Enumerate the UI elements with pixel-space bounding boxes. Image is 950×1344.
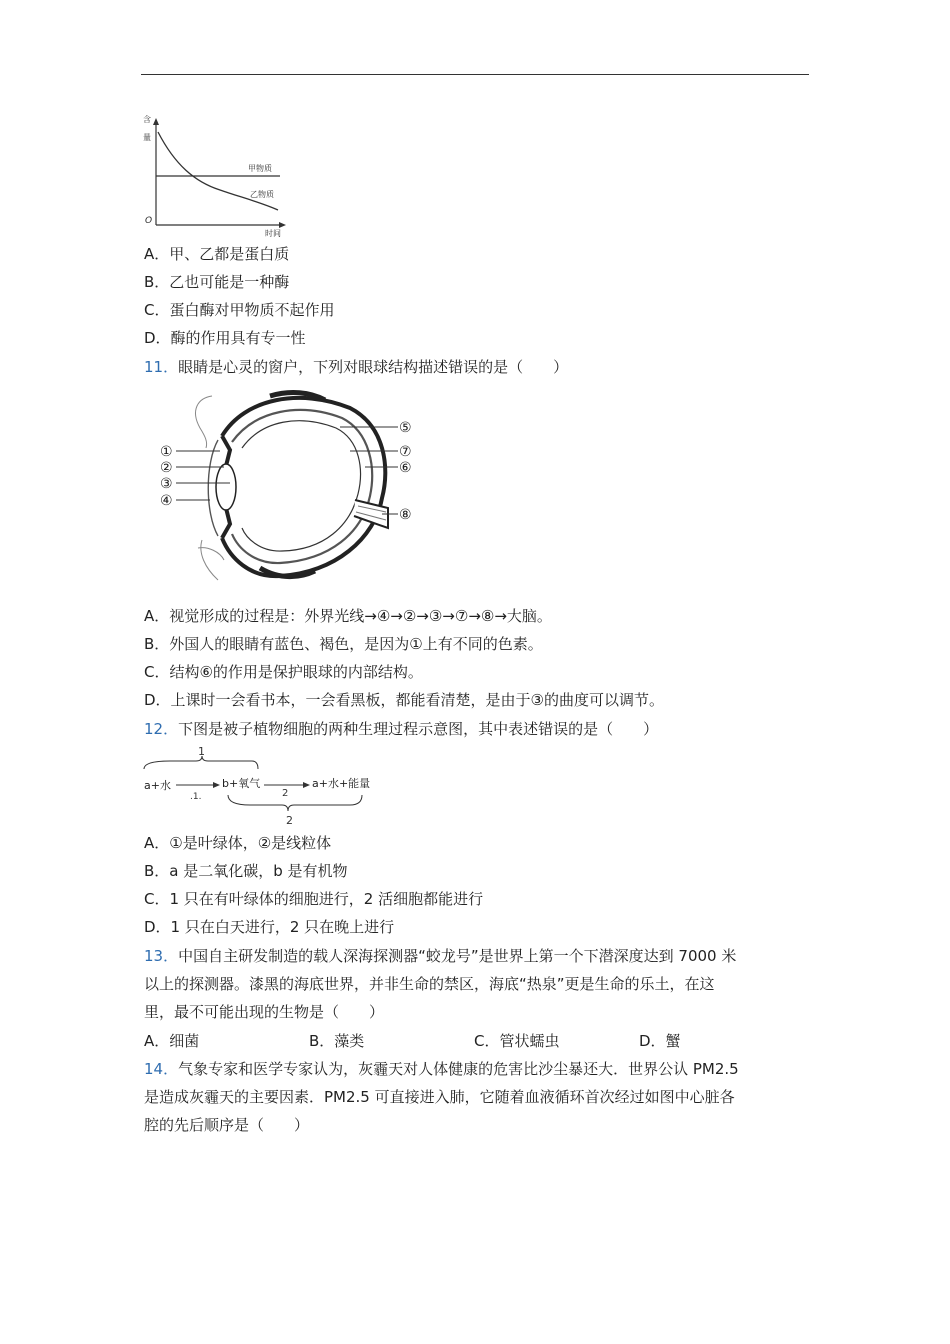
q10-option-c: C．蛋白酶对甲物质不起作用 bbox=[144, 301, 335, 319]
q14-stem-1: 气象专家和医学专家认为，灰霾天对人体健康的危害比沙尘暴还大．世界公认 PM2.5 bbox=[178, 1060, 739, 1078]
q12-option-c: C．1 只在有叶绿体的细胞进行，2 活细胞都能进行 bbox=[144, 890, 484, 908]
eye-label-4: ④ bbox=[160, 493, 173, 509]
q13-option-d: D．蟹 bbox=[639, 1032, 681, 1050]
q12-option-d: D．1 只在白天进行，2 只在晚上进行 bbox=[144, 918, 395, 936]
q13-stem-line-3: 里，最不可能出现的生物是（ ） bbox=[144, 1003, 385, 1021]
brace-top-label: 1 bbox=[198, 745, 205, 758]
header-rule bbox=[141, 74, 809, 75]
q13-number: 13． bbox=[144, 947, 179, 965]
process-middle: b+氧气 bbox=[222, 777, 261, 790]
q10-option-a: A．甲、乙都是蛋白质 bbox=[144, 245, 290, 263]
q13-stem-1: 中国自主研发制造的载人深海探测器“蛟龙号”是世界上第一个下潜深度达到 7000 米 bbox=[178, 947, 737, 965]
q10-option-d: D．酶的作用具有专一性 bbox=[144, 329, 306, 347]
eyeball-diagram bbox=[150, 388, 425, 588]
brace-bottom-label: 2 bbox=[286, 814, 293, 827]
q12-option-a: A．①是叶绿体，②是线粒体 bbox=[144, 834, 332, 852]
q11-option-c: C．结构⑥的作用是保护眼球的内部结构。 bbox=[144, 663, 423, 681]
eye-label-6: ⑥ bbox=[399, 460, 412, 476]
q12-stem-line bbox=[144, 719, 658, 739]
curve-label-jia: 甲物质 bbox=[248, 164, 272, 173]
q13-option-a: A．细菌 bbox=[144, 1032, 200, 1050]
q14-stem-line-1 bbox=[144, 1059, 739, 1079]
eye-label-8: ⑧ bbox=[399, 507, 412, 523]
arrow1-label: .1. bbox=[190, 792, 202, 802]
eye-label-3: ③ bbox=[160, 476, 173, 492]
q10-graph bbox=[140, 110, 300, 240]
q11-option-a: A．视觉形成的过程是：外界光线→④→②→③→⑦→⑧→大脑。 bbox=[144, 607, 552, 625]
q13-stem-line-2: 以上的探测器。漆黑的海底世界，并非生命的禁区，海底“热泉”更是生命的乐土，在这 bbox=[144, 975, 715, 993]
y-axis-label-2: 量 bbox=[143, 133, 151, 142]
arrow2-label: 2 bbox=[282, 788, 289, 799]
q13-options bbox=[144, 1031, 681, 1051]
q14-stem-line-3: 腔的先后顺序是（ ） bbox=[144, 1116, 310, 1134]
eye-label-1: ① bbox=[160, 444, 173, 460]
q11-stem-line bbox=[144, 357, 568, 377]
q11-option-d: D．上课时一会看书本，一会看黑板，都能看清楚，是由于③的曲度可以调节。 bbox=[144, 691, 665, 709]
q11-option-b: B．外国人的眼睛有蓝色、褐色，是因为①上有不同的色素。 bbox=[144, 635, 543, 653]
x-axis-label: 时间 bbox=[265, 229, 281, 238]
q11-stem: 眼睛是心灵的窗户，下列对眼球结构描述错误的是（ ） bbox=[178, 358, 569, 376]
origin-label: O bbox=[145, 216, 153, 226]
y-axis-label-1: 含 bbox=[143, 115, 151, 124]
q13-stem-line-1 bbox=[144, 946, 736, 966]
eye-label-7: ⑦ bbox=[399, 444, 412, 460]
q12-number: 12． bbox=[144, 720, 179, 738]
q13-option-b: B．藻类 bbox=[309, 1032, 365, 1050]
q14-stem-line-2: 是造成灰霾天的主要因素．PM2.5 可直接进入肺，它随着血液循环首次经过如图中心脏各 bbox=[144, 1088, 735, 1106]
q12-stem: 下图是被子植物细胞的两种生理过程示意图，其中表述错误的是（ ） bbox=[178, 720, 659, 738]
eye-label-2: ② bbox=[160, 460, 173, 476]
process-right: a+水+能量 bbox=[312, 777, 371, 790]
process-left: a+水 bbox=[144, 779, 171, 792]
q12-option-b: B．a 是二氧化碳，b 是有机物 bbox=[144, 862, 348, 880]
q13-option-c: C．管状蠕虫 bbox=[474, 1032, 560, 1050]
q10-option-b: B．乙也可能是一种酶 bbox=[144, 273, 290, 291]
eye-label-5: ⑤ bbox=[399, 420, 412, 436]
curve-label-yi: 乙物质 bbox=[250, 190, 274, 199]
q14-number: 14． bbox=[144, 1060, 179, 1078]
q11-number: 11． bbox=[144, 358, 179, 376]
process-diagram bbox=[140, 743, 380, 829]
